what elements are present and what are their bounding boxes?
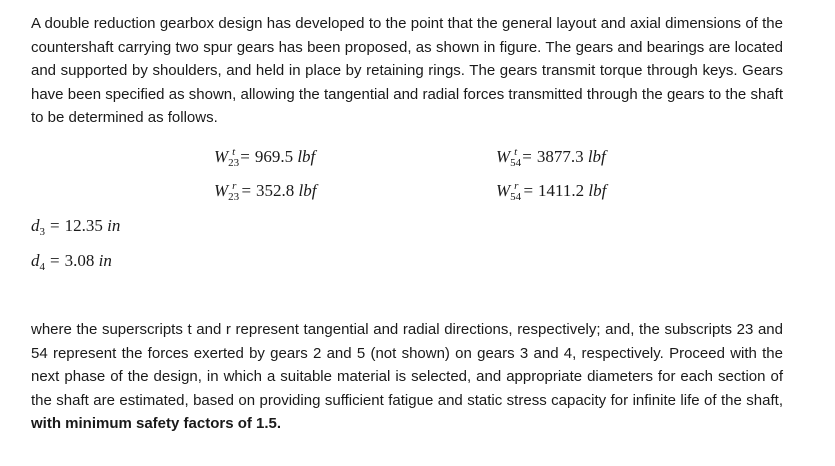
diameter-value: 12.35 (64, 216, 103, 235)
force-w23-radial: $W_{23}^r = 352.8$ lbf (214, 180, 317, 203)
force-w54-radial: $W_{54}^r = 1411.2$ lbf (496, 180, 607, 203)
diameter-subscript: 4 (39, 261, 45, 273)
problem-closing-paragraph (31, 318, 783, 436)
diameter-unit: in (98, 251, 112, 270)
diameter-value: 3.08 (64, 251, 95, 270)
force-superscript: r (232, 180, 237, 192)
force-value: 1411.2 (538, 181, 585, 200)
force-subscript: 54 (510, 157, 522, 169)
diameter-symbol: d (31, 216, 40, 235)
force-unit: lbf (297, 147, 316, 166)
force-symbol: W (214, 181, 229, 200)
diameter-subscript: 3 (39, 226, 45, 238)
force-value: 3877.3 (536, 147, 584, 166)
force-subscript: 23 (228, 191, 240, 203)
force-value: 969.5 (254, 147, 294, 166)
force-unit: lbf (587, 147, 606, 166)
force-subscript: 23 (228, 157, 240, 169)
safety-factor-emphasis: with minimum safety factors of 1.5. (31, 415, 282, 433)
force-symbol: W (496, 181, 511, 200)
diameter-d4: $d_4 = 3.08$ in (31, 251, 112, 273)
force-superscript: t (514, 146, 518, 158)
closing-text: where the superscripts t and r represent tangential and radial directions, respectively; and, the subscripts 23 and 54 represent the forces exerted by gears 2 and 5 (not shown) on gears 3 and 4, respectively. Proceed with the next phase of the design, in which a suitable material is selected, and appropriate diameters for each section of the shaft are estimated, based on providing sufficient fatigue and static stress capacity for infinite life of the shaft, (31, 321, 783, 409)
force-symbol: W (496, 147, 511, 166)
force-value: 352.8 (256, 181, 295, 200)
force-superscript: r (514, 180, 519, 192)
diameter-symbol: d (31, 251, 40, 270)
diameter-unit: in (107, 216, 121, 235)
force-w23-tangential: $W_{23}^t = 969.5$ lbf (214, 146, 316, 169)
force-unit: lbf (298, 181, 317, 200)
force-superscript: t (232, 146, 236, 158)
force-unit: lbf (588, 181, 607, 200)
problem-intro-paragraph: A double reduction gearbox design has developed to the point that the general layout and axial dimensions of the countershaft carrying two spur gears has been proposed, as shown in figure. The gears and bearings are located and supported by shoulders, and held in place by retaining rings. The gears transmit torque through keys. Gears have been specified as shown, allowing the tangential and radial forces transmitted through the gears to the shaft to be determined as follows. (31, 15, 783, 127)
force-symbol: W (214, 147, 229, 166)
force-subscript: 54 (510, 191, 522, 203)
force-w54-tangential: $W_{54}^t = 3877.3$ lbf (496, 146, 606, 169)
diameter-d3: $d_3 = 12.35$ in (31, 216, 121, 238)
